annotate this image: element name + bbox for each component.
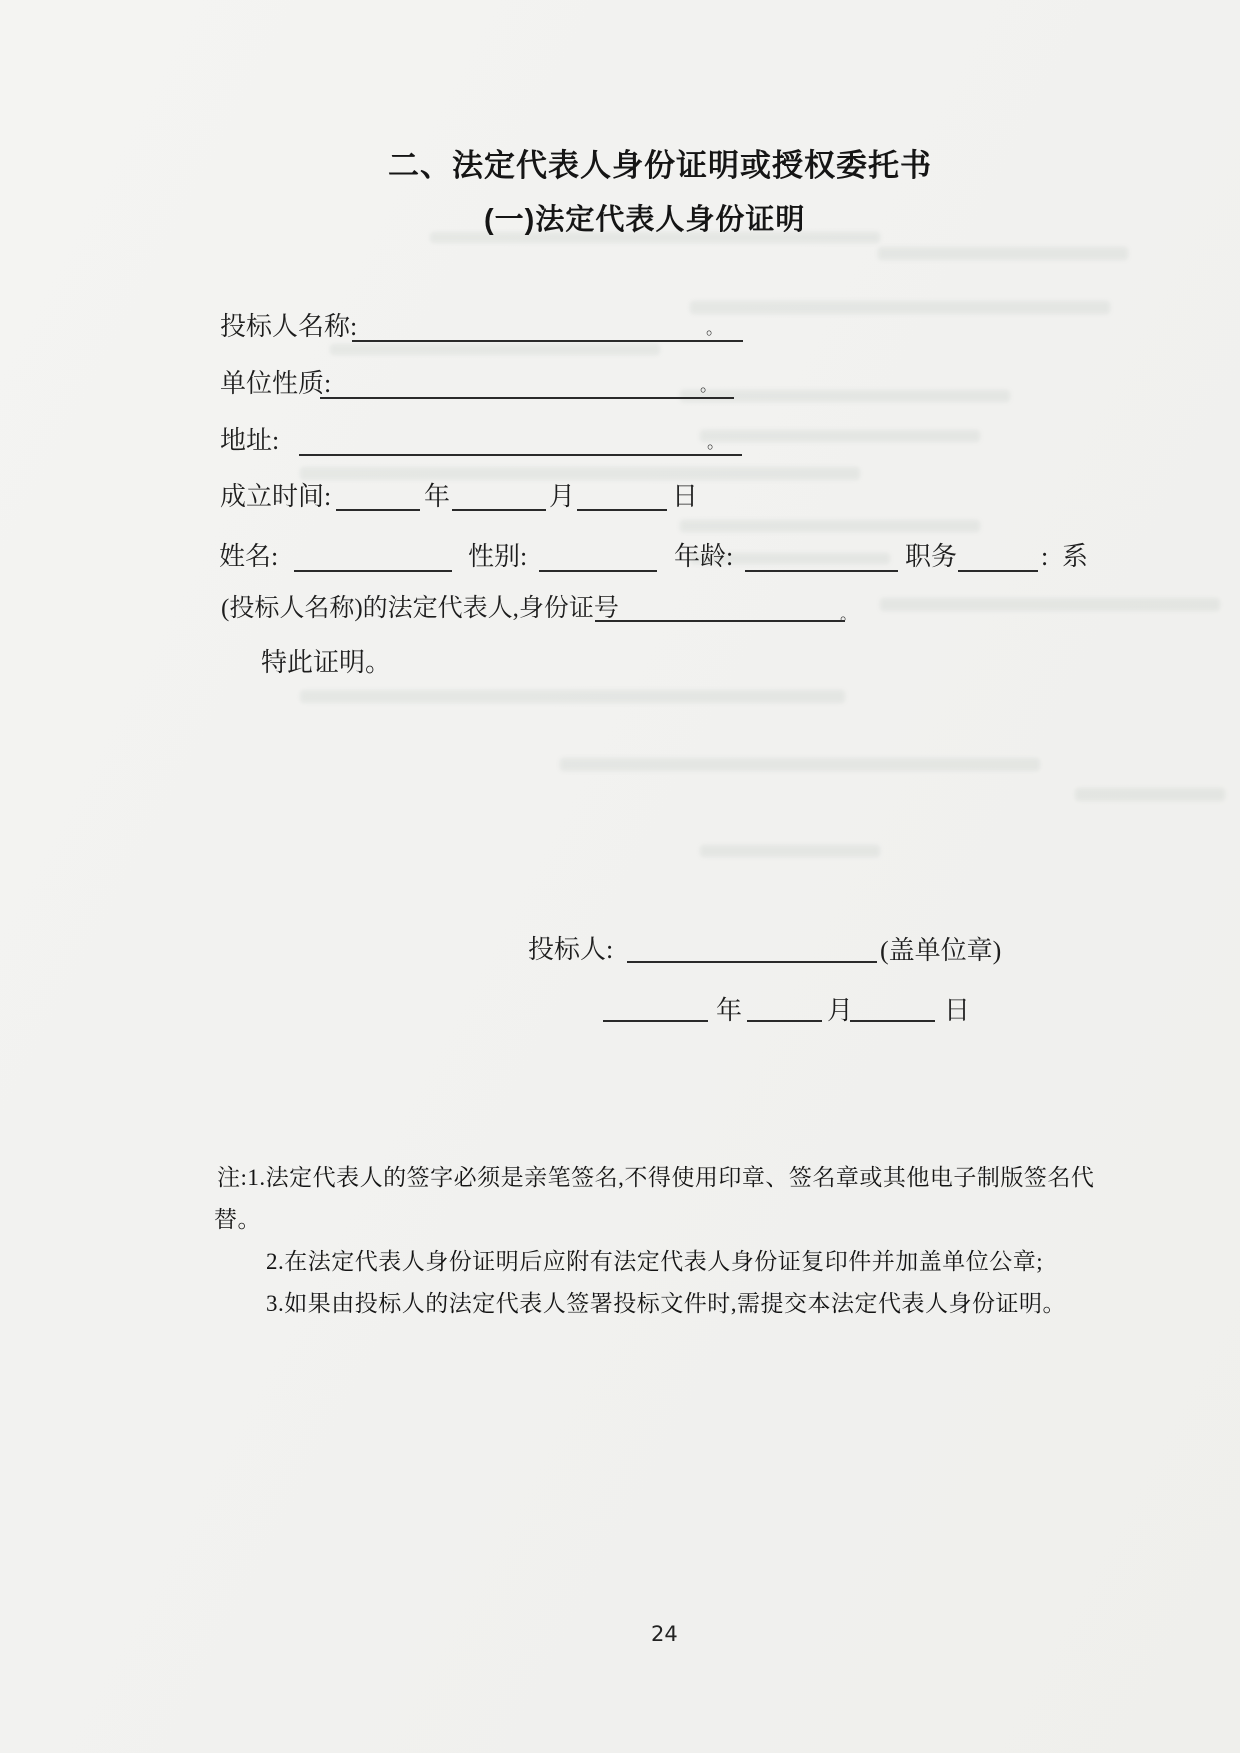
bidder-name-blank-line — [352, 340, 743, 342]
bleedthrough-artifact — [300, 467, 860, 480]
bleedthrough-artifact — [680, 520, 980, 532]
position-blank-line — [958, 570, 1038, 572]
bleedthrough-artifact — [680, 390, 1010, 402]
seal-hint: (盖单位章) — [880, 936, 1002, 965]
bleedthrough-artifact — [1075, 788, 1225, 801]
position-label: 职务 — [905, 542, 958, 571]
main-title: 二、法定代表人身份证明或授权委托书 — [388, 148, 932, 183]
id-number-blank-line — [595, 620, 845, 622]
position-colon: : — [1041, 542, 1049, 571]
rep-statement: (投标人名称)的法定代表人,身份证号 — [221, 595, 619, 622]
note-line-3: 3.如果由投标人的法定代表人签署投标文件时,需提交本法定代表人身份证明。 — [266, 1291, 1066, 1316]
hereby-statement: 特此证明。 — [261, 648, 392, 677]
age-label: 年龄: — [674, 542, 734, 571]
fullstop-mark: 。 — [840, 605, 857, 624]
sign-year-blank-line — [603, 1020, 708, 1022]
sign-year-label: 年 — [716, 996, 743, 1025]
age-blank-line — [745, 570, 898, 572]
founded-year-blank-line — [336, 509, 420, 511]
bleedthrough-artifact — [690, 301, 1110, 314]
address-label: 地址: — [220, 426, 280, 455]
bleedthrough-artifact — [560, 758, 1040, 771]
founded-date-label: 成立时间: — [220, 482, 332, 511]
bleedthrough-artifact — [300, 690, 845, 703]
bidder-name-label: 投标人名称: — [220, 312, 358, 341]
name-blank-line — [294, 570, 452, 572]
unit-nature-blank-line — [320, 397, 734, 399]
year-label: 年 — [424, 482, 451, 511]
bidder-signature-label: 投标人: — [528, 935, 614, 964]
sub-title: (一)法定代表人身份证明 — [484, 204, 806, 236]
month-label: 月 — [549, 482, 576, 511]
note-line-1: 注:1.法定代表人的签字必须是亲笔签名,不得使用印章、签名章或其他电子制版签名代 — [217, 1165, 1095, 1190]
sign-month-blank-line — [747, 1020, 822, 1022]
bleedthrough-artifact — [700, 430, 980, 442]
bleedthrough-artifact — [700, 845, 880, 857]
note-line-2: 2.在法定代表人身份证明后应附有法定代表人身份证复印件并加盖单位公章; — [266, 1249, 1044, 1274]
address-blank-line — [299, 454, 742, 456]
bidder-signature-blank-line — [627, 961, 877, 963]
sign-day-label: 日 — [944, 996, 971, 1025]
fullstop-mark: 。 — [700, 376, 717, 395]
name-label: 姓名: — [219, 542, 279, 571]
founded-month-blank-line — [452, 509, 546, 511]
fullstop-mark: 。 — [707, 433, 724, 452]
unit-nature-label: 单位性质: — [220, 369, 332, 398]
fullstop-mark: 。 — [706, 319, 723, 338]
sign-day-blank-line — [850, 1020, 935, 1022]
day-label: 日 — [672, 482, 699, 511]
bleedthrough-artifact — [878, 247, 1128, 260]
gender-label: 性别: — [468, 542, 528, 571]
note-line-1-continued: 替。 — [214, 1207, 261, 1232]
page-number: 24 — [651, 1622, 678, 1646]
sign-month-label: 月 — [827, 996, 854, 1025]
gender-blank-line — [539, 570, 657, 572]
bleedthrough-artifact — [880, 598, 1220, 611]
founded-day-blank-line — [577, 509, 667, 511]
bleedthrough-artifact — [330, 344, 660, 355]
is-word: 系 — [1062, 542, 1089, 571]
